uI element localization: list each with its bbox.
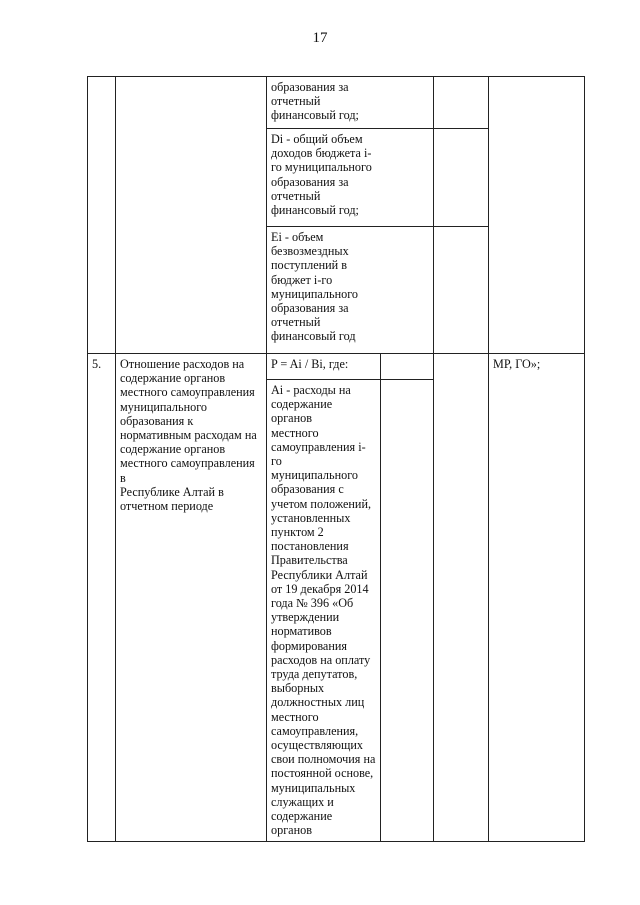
value-cell (381, 354, 434, 380)
indicator-name-cell (116, 77, 267, 354)
formula-text: Ei - объем безвозмездных поступлений в бюджет i-го муниципального образования за отчетный финансовый год (271, 230, 358, 344)
formula-text: образования за отчетный финансовый год; (271, 80, 359, 123)
indicator-table (87, 76, 585, 842)
value-cell (434, 227, 489, 354)
formula-cell (267, 227, 434, 354)
formula-text: Di - общий объем доходов бюджета i- го муниципального образования за отчетный финансовый год; (271, 132, 372, 218)
scope-cell (489, 77, 585, 354)
page-number: 17 (312, 30, 328, 46)
scope-cell: МР, ГО»; (489, 354, 585, 842)
description-cell: Ai - расходы на содержание органов местного самоуправления i-го муниципального образования с учетом положений, установленных пунктом 2 постановления Правительства Республики Алтай от 19 декабря 2014 года № 396 «Об утверждении нормативов формирования расходов на оплату труда депутатов, выборных должностных лиц местного самоуправления, осуществляющих свои полномочия на постоянной основе, муниципальных служащих и содержание органов (267, 380, 381, 842)
formula-cell (267, 77, 434, 129)
table-row (88, 354, 585, 380)
formula-cell (267, 129, 434, 227)
value-cell (381, 380, 434, 842)
number-cell: 5. (88, 354, 116, 842)
formula-cell: P = Ai / Bi, где: (267, 354, 381, 380)
table-row (88, 77, 585, 129)
value-cell (434, 354, 489, 842)
value-cell (434, 77, 489, 129)
number-cell (88, 77, 116, 354)
value-cell (434, 129, 489, 227)
indicator-name-cell: Отношение расходов на содержание органов местного самоуправления муниципального образования к нормативным расходам на содержание органов местного самоуправления в Республике Алтай в отчетном периоде (116, 354, 267, 842)
